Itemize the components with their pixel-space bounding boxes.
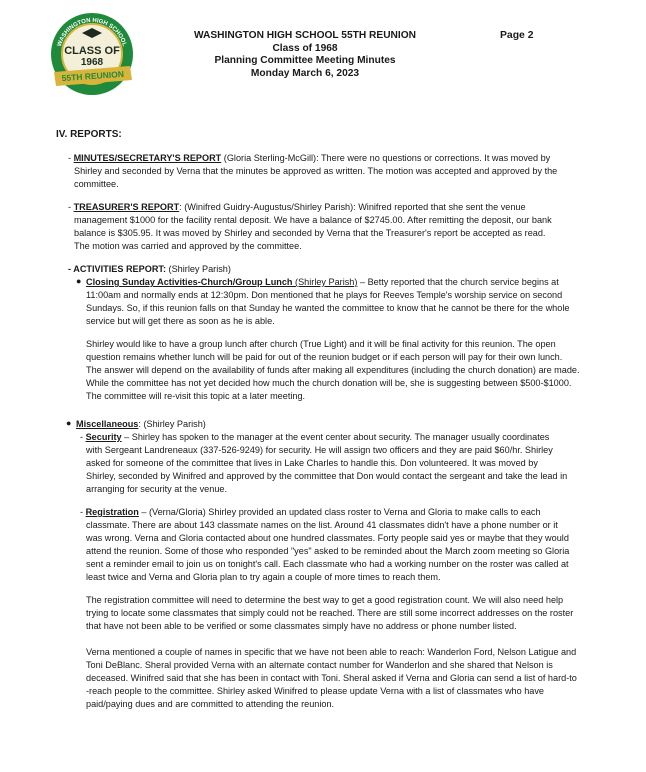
reg-count-line: The registration committee will need to determine the best way to get a good registration count. We will also need help (86, 595, 564, 605)
names-line: Toni DeBlanc. Sheral provided Verna with an alternate contact number for Wanderlon and she shared that Nelson is (86, 660, 553, 670)
minutes-heading: MINUTES/SECRETARY'S REPORT (73, 153, 222, 163)
lunch-line: The committee will re-visit this topic at a later meeting. (86, 391, 306, 401)
logo-year: 1968 (80, 57, 104, 68)
activities-heading: - ACTIVITIES REPORT: (68, 264, 169, 274)
names-line: Verna mentioned a couple of names in specific that we have not been able to reach: Wanderlon Ford, Nelson Latigue and (86, 647, 577, 657)
section-title: IV. REPORTS: (56, 129, 122, 140)
bullet-icon: ● (76, 276, 82, 286)
reg-count-line: trying to locate some classmates that simply could not be reached. There are still some incorrect addresses on the roster (86, 608, 574, 618)
logo-class-of: CLASS OF (64, 45, 120, 57)
security-line: – Shirley has spoken to the manager at the event center about security. The manager usually coordinates (121, 432, 550, 442)
treasurer-line: balance is $305.95. It was moved by Shirley and seconded by Verna that the Treasurer's report be accepted as read. (74, 228, 546, 238)
registration-dash: - (80, 507, 86, 517)
header-meeting: Planning Committee Meeting Minutes (214, 55, 396, 67)
registration-line: was wrong. Verna and Gloria contacted about one hundred classmates. Forty people said yes or maybe that they would (86, 533, 569, 543)
lunch-line: While the committee has not yet decided how much the church donation will be, she is suggesting between $500-$1000. (86, 378, 572, 388)
registration-line: attend the reunion. Some of those who responded "yes" asked to be reminded about the March zoom meeting so Gloria (86, 546, 570, 556)
sunday-line: – Betty reported that the church service begins at (357, 277, 559, 287)
page-number: Page 2 (500, 30, 534, 41)
header-class: Class of 1968 (272, 42, 338, 54)
treasurer-line: : (Winifred Guidry-Augustus/Shirley Parish): Winifred reported that she sent the venue (179, 202, 526, 212)
security-heading: Security (85, 432, 122, 442)
header-date: Monday March 6, 2023 (250, 67, 360, 79)
names-line: -reach people to the committee. Shirley asked Winifred to please update Verna with a list of classmates who have (86, 686, 545, 696)
names-line: paid/paying dues and are committed to attending the reunion. (86, 699, 335, 709)
security-line: Shirley, seconded by Winifred and approved by the committee that Don would contact the sergeant and take the lead in (86, 471, 568, 481)
misc-heading: Miscellaneous (76, 419, 139, 429)
treasurer-line: management $1000 for the facility rental deposit. We have a balance of $2745.00. After remitting the deposit, our bank (74, 215, 552, 225)
lunch-line: question remains whether lunch will be paid for out of the reunion budget or if each person will pay for their own lunch. (86, 352, 563, 362)
security-line: with Sergeant Landreneaux (337-526-9249) for security. He will assign two officers and they are paid $60/hr. Shirley (86, 445, 553, 455)
security-line: arranging for security at the venue. (86, 484, 228, 494)
activities-owner: (Shirley Parish) (168, 264, 231, 274)
security-dash: - (80, 432, 86, 442)
lunch-line: Shirley would like to have a group lunch after church (True Light) and it will be final activity for this reunion. The open (86, 339, 556, 349)
registration-line: – (Verna/Gloria) Shirley provided an updated class roster to Verna and Gloria to make calls to each (138, 507, 541, 517)
sunday-line: 11:00am and normally ends at 12:30pm. Don mentioned that he plays for Reeves Temple's worship service on second (86, 290, 563, 300)
names-line: deceased. Winifred said that she has been in contact with Toni. Sheral asked if Verna and Gloria can send a list of hard-to (86, 673, 577, 683)
sunday-line: Sundays. So, if this reunion falls on that Sunday he wanted the committee to know that he cannot be there for the whole (86, 303, 570, 313)
sunday-line: service but will get there as soon as he is able. (86, 316, 275, 326)
registration-line: classmate. There are about 143 classmate names on the list. Around 41 classmates didn't have a phone number or it (86, 520, 558, 530)
treasurer-dash: - (68, 202, 74, 212)
minutes-line: committee. (74, 179, 119, 189)
sunday-owner: (Shirley Parish) (292, 277, 358, 287)
minutes-line: Shirley and seconded by Verna that the minutes be approved as written. The motion was accepted and approved by the (74, 166, 558, 176)
treasurer-heading: TREASURER'S REPORT (73, 202, 180, 212)
security-line: asked for someone of the committee that lives in Lake Charles to handle this. Don volunteered. It was moved by (86, 458, 538, 468)
minutes-dash: - (68, 153, 74, 163)
sunday-heading: Closing Sunday Activities-Church/Group Lunch (86, 277, 293, 287)
logo-banner-text: 55TH REUNION (61, 68, 125, 84)
minutes-line: (Gloria Sterling-McGill): There were no questions or corrections. It was moved by (221, 153, 551, 163)
registration-line: least twice and Verna and Gloria plan to try again a couple of more times to reach them. (86, 572, 441, 582)
document-header (160, 30, 450, 80)
header-school-title: WASHINGTON HIGH SCHOOL 55TH REUNION (193, 30, 417, 41)
bullet-icon: ● (66, 418, 72, 428)
reg-count-line: that have not been able to be verified or some classmates simply have no address or phone number listed. (86, 621, 517, 631)
misc-owner: : (Shirley Parish) (138, 419, 206, 429)
reunion-logo (46, 10, 138, 98)
registration-heading: Registration (85, 507, 139, 517)
treasurer-line: The motion was carried and approved by the committee. (74, 241, 302, 251)
registration-line: sent a reminder email to join us on tonight's call. Each classmate who had a working number on the roster was called at (86, 559, 569, 569)
lunch-line: The answer will depend on the availability of funds after making all expenditures (including the church donation) are made. (86, 365, 580, 375)
logo-ring-text: WASHINGTON HIGH SCHOOL (56, 17, 128, 48)
